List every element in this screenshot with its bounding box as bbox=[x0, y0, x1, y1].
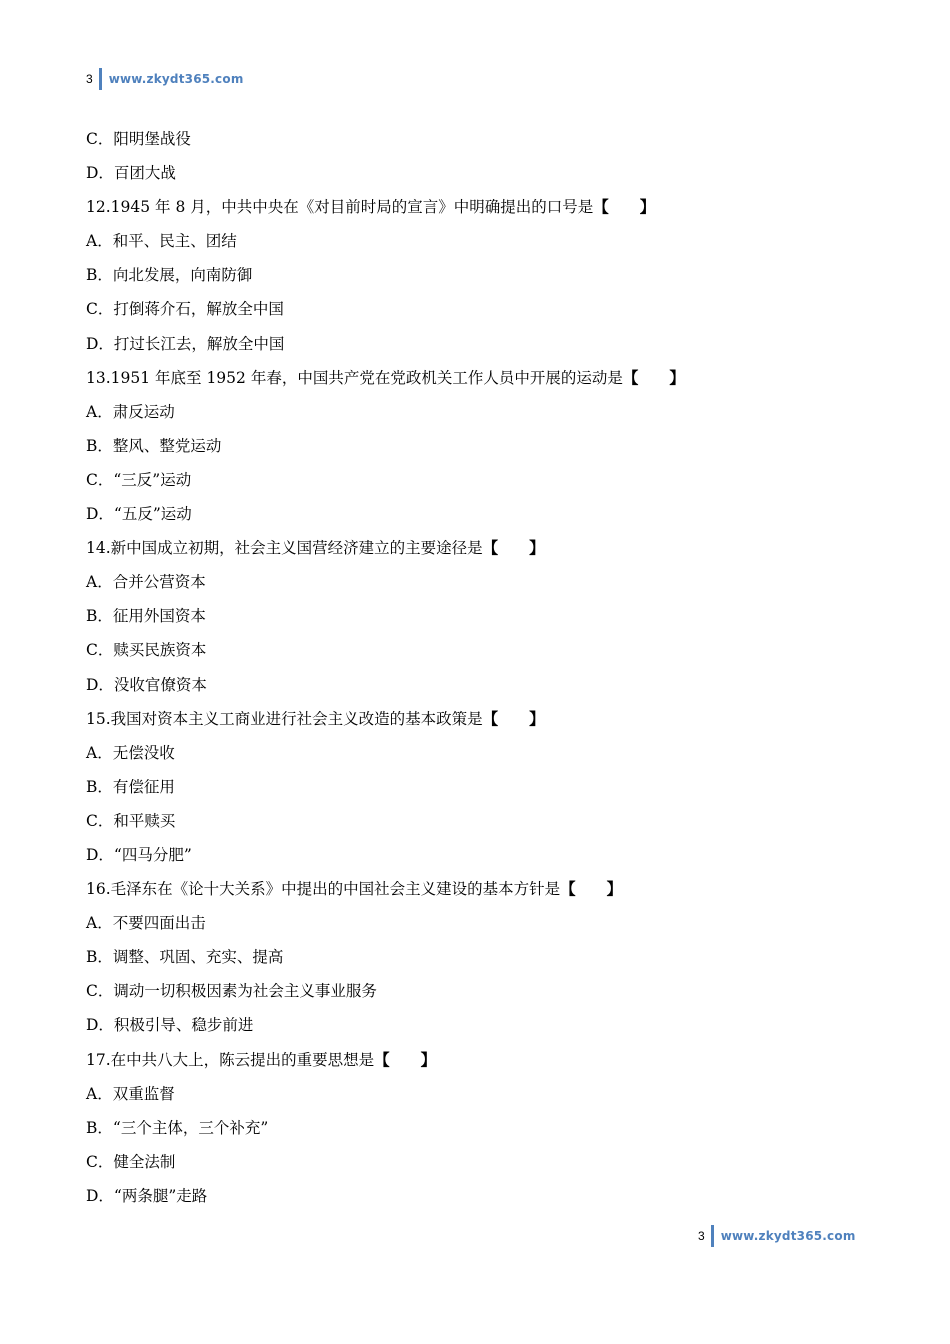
answer-bracket: 【 】 bbox=[482, 708, 545, 728]
answer-option bbox=[86, 122, 866, 156]
option-text: B．向北发展，向南防御 bbox=[86, 266, 253, 285]
option-text: D．百团大战 bbox=[86, 164, 176, 183]
answer-bracket: 【 】 bbox=[593, 197, 656, 217]
answer-option bbox=[86, 940, 866, 974]
answer-option bbox=[86, 770, 866, 804]
page-header bbox=[86, 68, 244, 90]
header-page-number: 3 bbox=[86, 72, 93, 86]
answer-option bbox=[86, 395, 866, 429]
answer-option bbox=[86, 668, 866, 702]
answer-option bbox=[86, 633, 866, 667]
answer-bracket: 【 】 bbox=[560, 879, 623, 899]
question-text: 15.我国对资本主义工商业进行社会主义改造的基本政策是 bbox=[86, 709, 483, 728]
header-divider bbox=[99, 68, 102, 90]
question-text: 12.1945 年 8 月，中共中央在《对目前时局的宣言》中明确提出的口号是 bbox=[86, 198, 594, 217]
option-text: D．打过长江去，解放全中国 bbox=[86, 334, 285, 353]
answer-option bbox=[86, 565, 866, 599]
answer-option bbox=[86, 1077, 866, 1111]
option-text: D．积极引导、稳步前进 bbox=[86, 1016, 254, 1035]
page-footer bbox=[698, 1225, 856, 1247]
option-text: B．有偿征用 bbox=[86, 777, 175, 796]
question-stem bbox=[86, 361, 866, 395]
option-text: C．和平赎买 bbox=[86, 811, 176, 830]
option-text: C．打倒蒋介石，解放全中国 bbox=[86, 300, 284, 319]
option-text: A．肃反运动 bbox=[86, 402, 175, 421]
footer-site-link[interactable]: www.zkydt365.com bbox=[720, 1229, 856, 1243]
option-text: A．合并公营资本 bbox=[86, 573, 206, 592]
option-text: B．整风、整党运动 bbox=[86, 436, 222, 455]
option-text: C．“三反”运动 bbox=[86, 470, 192, 489]
option-text: D．没收官僚资本 bbox=[86, 675, 207, 694]
question-text: 16.毛泽东在《论十大关系》中提出的中国社会主义建设的基本方针是 bbox=[86, 880, 561, 899]
answer-option bbox=[86, 804, 866, 838]
answer-option bbox=[86, 599, 866, 633]
question-stem bbox=[86, 702, 866, 736]
answer-option bbox=[86, 1008, 866, 1042]
answer-bracket: 【 】 bbox=[482, 538, 545, 558]
answer-bracket: 【 】 bbox=[622, 367, 685, 387]
option-text: A．和平、民主、团结 bbox=[86, 232, 237, 251]
option-text: A．无偿没收 bbox=[86, 743, 175, 762]
answer-option bbox=[86, 463, 866, 497]
header-site-link[interactable]: www.zkydt365.com bbox=[108, 72, 244, 86]
option-text: C．阳明堡战役 bbox=[86, 130, 191, 148]
question-stem bbox=[86, 190, 866, 224]
answer-option bbox=[86, 258, 866, 292]
option-text: C．赎买民族资本 bbox=[86, 641, 207, 660]
question-stem bbox=[86, 872, 866, 906]
answer-option bbox=[86, 292, 866, 326]
answer-option bbox=[86, 1145, 866, 1179]
answer-option bbox=[86, 736, 866, 770]
answer-option bbox=[86, 429, 866, 463]
answer-option bbox=[86, 1111, 866, 1145]
option-text: C．调动一切积极因素为社会主义事业服务 bbox=[86, 982, 377, 1001]
option-text: D．“两条腿”走路 bbox=[86, 1186, 208, 1205]
answer-option bbox=[86, 327, 866, 361]
answer-option bbox=[86, 838, 866, 872]
footer-page-number: 3 bbox=[698, 1229, 705, 1243]
question-text: 13.1951 年底至 1952 年春，中国共产党在党政机关工作人员中开展的运动是 bbox=[86, 368, 623, 387]
option-text: B．调整、巩固、充实、提高 bbox=[86, 948, 284, 967]
option-text: B．“三个主体，三个补充” bbox=[86, 1118, 269, 1137]
option-text: A．双重监督 bbox=[86, 1084, 175, 1103]
answer-bracket: 【 】 bbox=[374, 1049, 437, 1069]
option-text: A．不要四面出击 bbox=[86, 914, 206, 933]
answer-option bbox=[86, 1179, 866, 1213]
footer-divider bbox=[711, 1225, 714, 1247]
question-list bbox=[86, 122, 866, 1213]
answer-option bbox=[86, 974, 866, 1008]
answer-option bbox=[86, 497, 866, 531]
answer-option bbox=[86, 224, 866, 258]
question-stem bbox=[86, 1043, 866, 1077]
question-stem bbox=[86, 531, 866, 565]
option-text: C．健全法制 bbox=[86, 1152, 176, 1171]
answer-option bbox=[86, 156, 866, 190]
answer-option bbox=[86, 906, 866, 940]
question-text: 17.在中共八大上，陈云提出的重要思想是 bbox=[86, 1050, 375, 1069]
option-text: D．“四马分肥” bbox=[86, 845, 192, 864]
option-text: D．“五反”运动 bbox=[86, 505, 192, 524]
option-text: B．征用外国资本 bbox=[86, 607, 206, 626]
question-text: 14.新中国成立初期，社会主义国营经济建立的主要途径是 bbox=[86, 539, 483, 558]
